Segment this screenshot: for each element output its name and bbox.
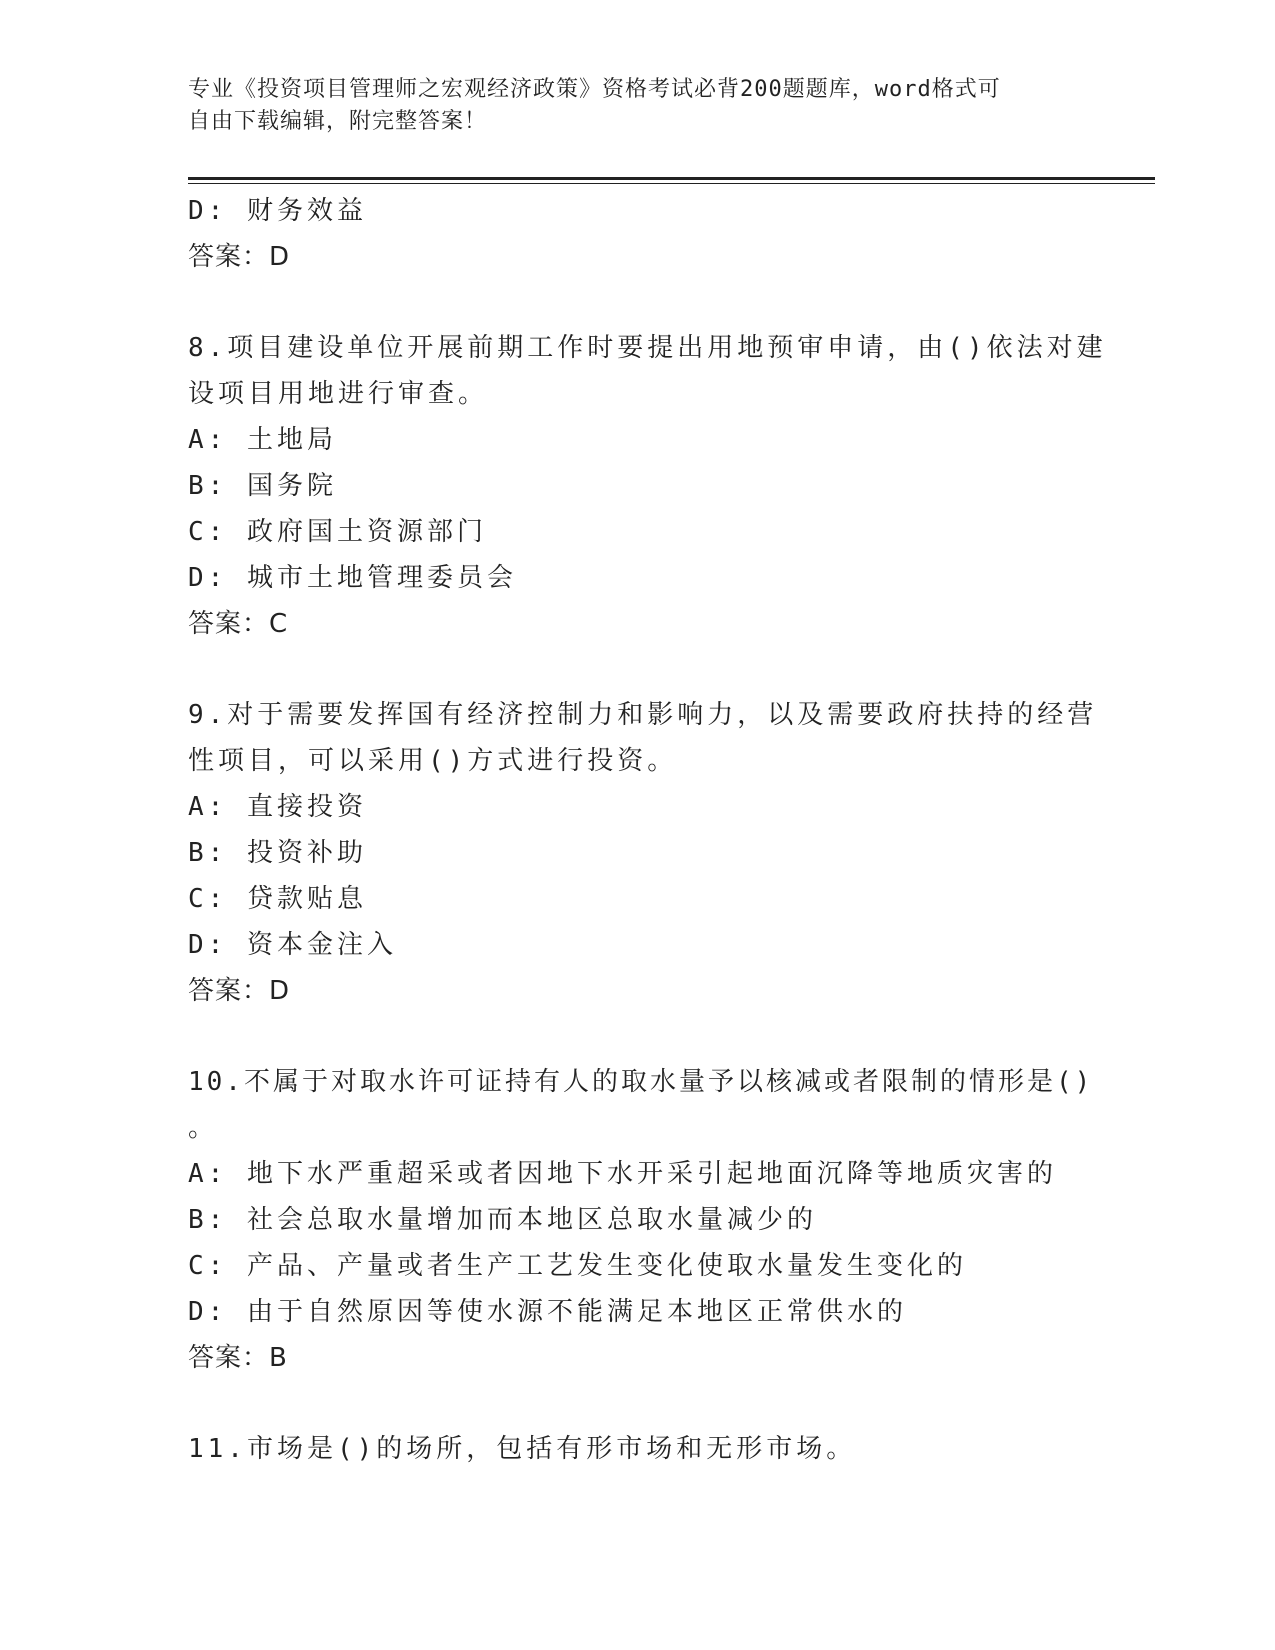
spacer [188, 1381, 1088, 1426]
question-9 [188, 692, 1098, 1014]
header-divider-thin [188, 183, 1155, 184]
question-9-stem-line-2: 性项目，可以采用()方式进行投资。 [188, 746, 678, 776]
prev-answer: 答案：D [188, 242, 291, 272]
question-8-option-b: B: 国务院 [188, 471, 337, 501]
question-10-option-b: B: 社会总取水量增加而本地区总取水量减少的 [188, 1205, 817, 1235]
question-8 [188, 325, 1107, 647]
question-8-stem-line-2: 设项目用地进行审查。 [188, 379, 489, 409]
question-9-answer: 答案：D [188, 976, 291, 1006]
header-line-2: 自由下载编辑，附完整答案！ [188, 109, 488, 134]
question-11 [188, 1426, 1088, 1472]
question-10-stem-line-1: 10.不属于对取水许可证持有人的取水量予以核减或者限制的情形是() [188, 1067, 1094, 1097]
question-10-answer: 答案：B [188, 1343, 288, 1373]
spacer [188, 647, 1088, 692]
question-10-option-c: C: 产品、产量或者生产工艺发生变化使取水量发生变化的 [188, 1251, 967, 1281]
header-divider-thick [188, 177, 1155, 180]
question-8-option-a: A: 土地局 [188, 425, 337, 455]
question-9-option-c: C: 贷款贴息 [188, 884, 367, 914]
question-10 [188, 1059, 1094, 1381]
question-9-option-a: A: 直接投资 [188, 792, 367, 822]
prev-option-d: D: 财务效益 [188, 196, 367, 226]
question-8-option-c: C: 政府国土资源部门 [188, 517, 487, 547]
header-line-1: 专业《投资项目管理师之宏观经济政策》资格考试必背200题题库，word格式可 [188, 77, 1001, 102]
question-9-option-d: D: 资本金注入 [188, 930, 397, 960]
question-11-stem-line-1: 11.市场是()的场所，包括有形市场和无形市场。 [188, 1434, 857, 1464]
question-10-stem-line-2: 。 [188, 1113, 219, 1143]
question-8-option-d: D: 城市土地管理委员会 [188, 563, 517, 593]
question-10-option-a: A: 地下水严重超采或者因地下水开采引起地面沉降等地质灾害的 [188, 1159, 1057, 1189]
spacer [188, 280, 1088, 325]
document-body [188, 188, 1107, 1472]
document-header [188, 74, 1068, 138]
question-10-option-d: D: 由于自然原因等使水源不能满足本地区正常供水的 [188, 1297, 907, 1327]
question-9-option-b: B: 投资补助 [188, 838, 367, 868]
question-8-stem-line-1: 8.项目建设单位开展前期工作时要提出用地预审申请，由()依法对建 [188, 333, 1107, 363]
question-9-stem-line-1: 9.对于需要发挥国有经济控制力和影响力，以及需要政府扶持的经营 [188, 700, 1098, 730]
spacer [188, 1014, 1088, 1059]
question-8-answer: 答案：C [188, 609, 289, 639]
